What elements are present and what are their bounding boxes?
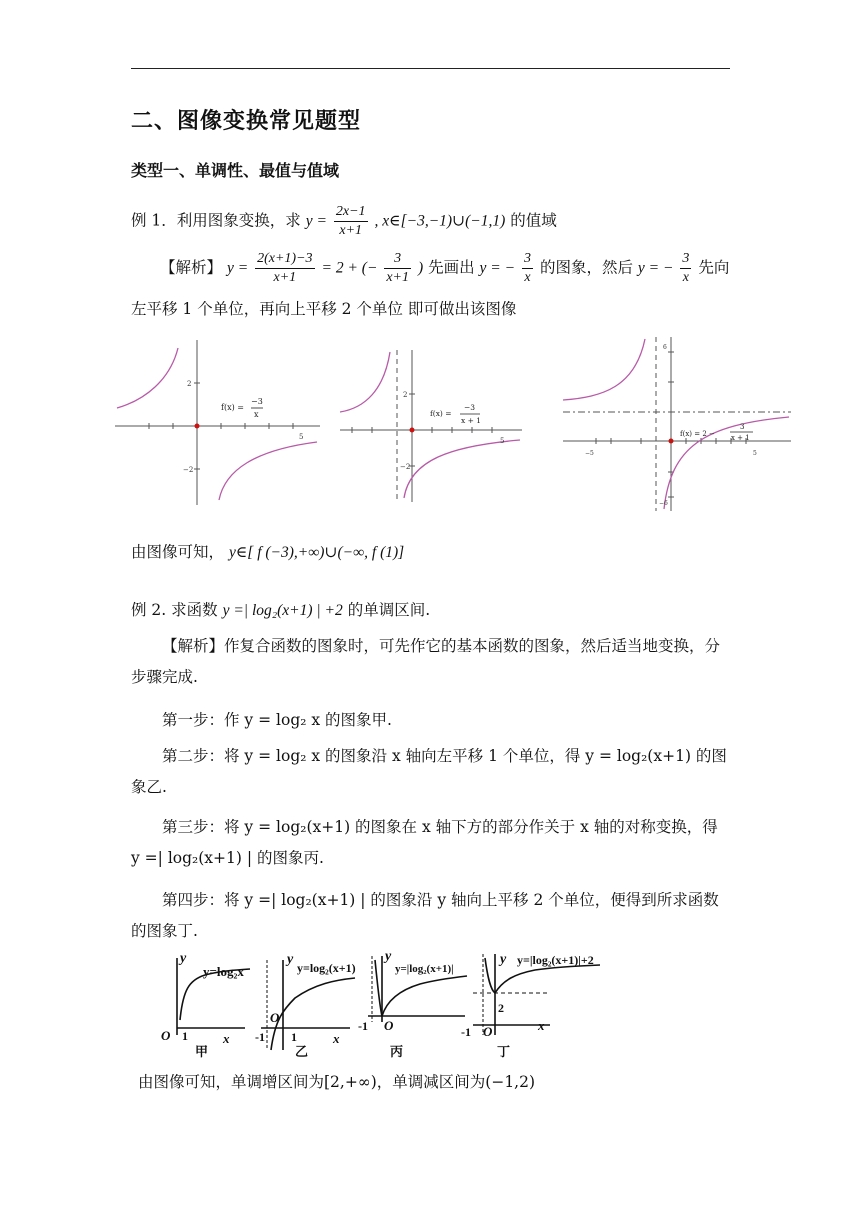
tick-label: −2 <box>183 466 194 474</box>
origin-label: O <box>483 1024 493 1039</box>
tick-label: -1 <box>255 1030 265 1044</box>
x-axis-label: x <box>538 1018 545 1033</box>
tick-label: 2 <box>403 391 408 399</box>
log-graphs-row <box>155 950 625 1060</box>
ex1-statement: 例 1．利用图象变换，求 y = $\frac{2x-1}{x+1}$ , x∈[−3,−1)∪(−1,1) 的值域 <box>131 204 557 238</box>
section-title: 二、图像变换常见题型 <box>131 109 362 134</box>
y-axis-label: y <box>180 951 187 966</box>
func-label: y=|log₂(x+1)| <box>395 963 454 975</box>
origin-label: O <box>161 1028 171 1043</box>
type-title: 类型一、单调性、最值与值域 <box>131 161 340 180</box>
ex1-solution-line2: 左平移 1 个单位，再向上平移 2 个单位 即可做出该图像 <box>131 300 517 318</box>
func-label: y=log₂x <box>203 964 244 979</box>
caption: 甲 <box>195 1044 209 1059</box>
tick-label: -1 <box>461 1025 471 1039</box>
tick-label: 6 <box>663 344 667 351</box>
origin-label: O <box>384 1018 394 1033</box>
func-label-den: x + 1 <box>461 416 482 425</box>
func-label-num: −3 <box>251 397 263 406</box>
tick-label: 1 <box>291 1030 297 1044</box>
graph-hyperbola-3 <box>563 337 791 511</box>
origin-label: O <box>270 1010 280 1025</box>
graph-hyperbola-1 <box>115 340 320 505</box>
y-axis-label: y <box>385 950 392 964</box>
header-rule <box>131 68 730 69</box>
func-label-num: 3 <box>740 423 745 431</box>
func-label-num: −3 <box>464 403 476 412</box>
ex1-conclusion: 由图像可知， y∈[ f (−3),+∞)∪(−∞, f (1)] <box>131 543 405 561</box>
func-label-den: x + 1 <box>731 434 750 442</box>
ex2-step3: 第三步：将 y = log₂(x+1) 的图象在 x 轴下方的部分作关于 x 轴的对称变换，得 y =| log₂(x+1) | 的图象丙. <box>131 818 718 867</box>
y-axis-label: y <box>500 952 507 967</box>
graph-ding <box>461 952 600 1059</box>
tick-label: 5 <box>299 433 304 441</box>
tick-label: 5 <box>753 450 757 457</box>
func-label: f(x) = <box>430 409 452 418</box>
func-label: f(x) = 2 − <box>680 430 715 438</box>
x-axis-label: x <box>223 1031 230 1046</box>
caption: 乙 <box>295 1044 309 1059</box>
func-label: y=log₂(x+1) <box>297 961 356 975</box>
graph-bing <box>358 950 467 1059</box>
ex2-statement: 例 2. 求函数 y =| log₂(x+1) | +2 的单调区间. <box>131 601 431 619</box>
func-label: f(x) = <box>221 403 244 412</box>
tick-label: 2 <box>498 1001 504 1015</box>
ex2-step4: 第四步：将 y =| log₂(x+1) | 的图象沿 y 轴向上平移 2 个单位，便得到所求函数的图象丁. <box>131 891 719 940</box>
tick-label: −2 <box>400 463 411 471</box>
caption: 丙 <box>390 1044 404 1059</box>
y-axis-label: y <box>287 952 294 967</box>
tick-label: 5 <box>500 437 505 445</box>
tick-label: 2 <box>187 380 192 388</box>
ex1-solution-line1: 【解析】 y = $\frac{2(x+1)-3}{x+1}$ = 2 + (− $\frac{3}{x+1}$ ) 先画出 y = − $\frac{3}{x}$ 的图象，然后 y = − $\frac{3}{x}$ 先向 <box>160 251 730 285</box>
x-axis-label: x <box>333 1031 340 1046</box>
ex2-step2: 第二步：将 y = log₂ x 的图象沿 x 轴向左平移 1 个单位，得 y = log₂(x+1) 的图象乙. <box>131 747 727 796</box>
tick-label: −6 <box>659 500 668 507</box>
tick-label: 1 <box>182 1029 188 1043</box>
graph-hyperbola-2 <box>340 350 522 502</box>
caption: 丁 <box>497 1044 511 1059</box>
ex2-conclusion: 由图像可知，单调增区间为[2,+∞)，单调减区间为(−1,2) <box>138 1073 536 1091</box>
func-label: y=|log₂(x+1)|+2 <box>517 953 594 967</box>
tick-label: −5 <box>585 450 594 457</box>
func-label-den: x <box>254 410 259 419</box>
ex2-step1: 第一步：作 y = log₂ x 的图象甲. <box>162 711 392 729</box>
tick-label: -1 <box>358 1019 368 1033</box>
graph-jia <box>161 951 250 1059</box>
ex2-solution: 【解析】作复合函数的图象时，可先作它的基本函数的图象，然后适当地变换，分步骤完成. <box>131 637 721 686</box>
graph-yi <box>255 952 356 1059</box>
